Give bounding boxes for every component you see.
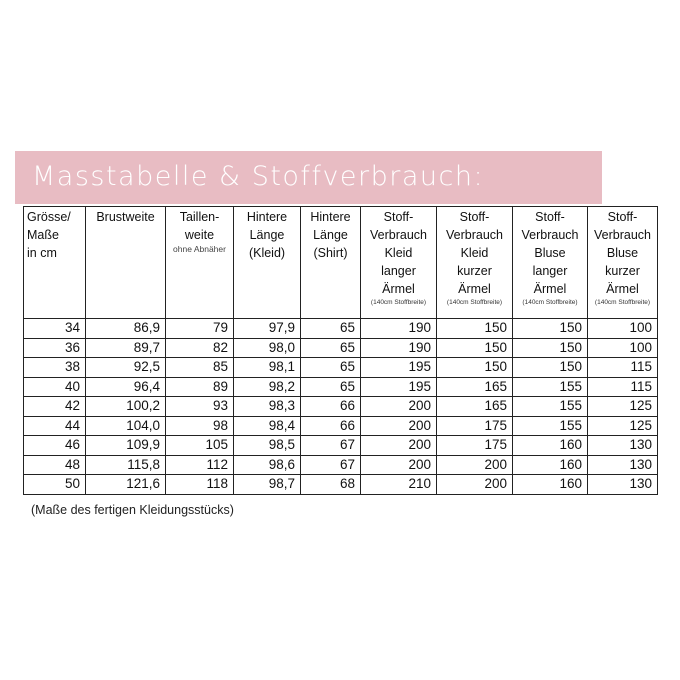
value-cell: 67 xyxy=(301,455,361,475)
header-line: Stoff- xyxy=(607,210,638,224)
table-row xyxy=(24,416,658,436)
header-line: Ärmel xyxy=(606,282,639,296)
value-cell: 115 xyxy=(588,358,658,378)
title-banner xyxy=(15,151,602,204)
header-line: langer xyxy=(532,264,568,278)
value-cell: 67 xyxy=(301,436,361,456)
value-cell: 98,4 xyxy=(234,416,301,436)
header-line: Kleid xyxy=(460,246,489,260)
value-cell: 98,3 xyxy=(234,397,301,417)
value-cell: 200 xyxy=(361,397,437,417)
table-row xyxy=(24,397,658,417)
header-line: Verbrauch xyxy=(446,228,503,242)
header-line: Ärmel xyxy=(458,282,491,296)
header-line: Verbrauch xyxy=(370,228,427,242)
value-cell: 200 xyxy=(361,416,437,436)
size-cell: 42 xyxy=(24,397,86,417)
value-cell: 150 xyxy=(437,358,513,378)
value-cell: 79 xyxy=(166,319,234,339)
size-cell: 50 xyxy=(24,475,86,495)
header-line: Ärmel xyxy=(382,282,415,296)
value-cell: 96,4 xyxy=(86,377,166,397)
value-cell: 98,7 xyxy=(234,475,301,495)
value-cell: 125 xyxy=(588,397,658,417)
size-cell: 40 xyxy=(24,377,86,397)
header-line: Brustweite xyxy=(96,210,155,224)
header-line: (Shirt) xyxy=(313,246,348,260)
size-cell: 34 xyxy=(24,319,86,339)
value-cell: 98 xyxy=(166,416,234,436)
header-fabric-width-note: (140cm Stoffbreite) xyxy=(370,299,427,306)
column-header xyxy=(361,207,437,319)
value-cell: 65 xyxy=(301,319,361,339)
header-line: Grösse/ xyxy=(27,210,71,224)
value-cell: 130 xyxy=(588,436,658,456)
column-header xyxy=(301,207,361,319)
value-cell: 85 xyxy=(166,358,234,378)
value-cell: 65 xyxy=(301,338,361,358)
value-cell: 89,7 xyxy=(86,338,166,358)
header-line: Stoff- xyxy=(459,210,490,224)
value-cell: 118 xyxy=(166,475,234,495)
header-fabric-width-note: (140cm Stoffbreite) xyxy=(594,299,651,306)
value-cell: 195 xyxy=(361,377,437,397)
value-cell: 100 xyxy=(588,319,658,339)
size-cell: 48 xyxy=(24,455,86,475)
table-row xyxy=(24,338,658,358)
value-cell: 98,1 xyxy=(234,358,301,378)
value-cell: 130 xyxy=(588,475,658,495)
value-cell: 89 xyxy=(166,377,234,397)
header-line: Bluse xyxy=(606,246,639,260)
value-cell: 200 xyxy=(437,475,513,495)
value-cell: 109,9 xyxy=(86,436,166,456)
header-line: Verbrauch xyxy=(594,228,651,242)
column-header xyxy=(437,207,513,319)
value-cell: 121,6 xyxy=(86,475,166,495)
page-title: Masstabelle & Stoffverbrauch: xyxy=(32,161,485,192)
value-cell: 175 xyxy=(437,416,513,436)
header-line: (Kleid) xyxy=(248,246,286,260)
value-cell: 66 xyxy=(301,416,361,436)
value-cell: 98,2 xyxy=(234,377,301,397)
table-row xyxy=(24,377,658,397)
size-cell: 38 xyxy=(24,358,86,378)
header-line: Stoff- xyxy=(383,210,414,224)
value-cell: 190 xyxy=(361,319,437,339)
header-line: kurzer xyxy=(457,264,492,278)
value-cell: 65 xyxy=(301,358,361,378)
table-header-row xyxy=(24,207,658,319)
size-cell: 36 xyxy=(24,338,86,358)
header-fabric-width-note: (140cm Stoffbreite) xyxy=(522,299,578,306)
table-row xyxy=(24,475,658,495)
footnote: (Maße des fertigen Kleidungsstücks) xyxy=(31,503,234,517)
value-cell: 190 xyxy=(361,338,437,358)
header-line: langer xyxy=(381,264,416,278)
column-header xyxy=(86,207,166,319)
header-line: Kleid xyxy=(384,246,413,260)
column-header xyxy=(234,207,301,319)
value-cell: 175 xyxy=(437,436,513,456)
value-cell: 98,5 xyxy=(234,436,301,456)
size-table xyxy=(23,206,658,495)
header-line: Bluse xyxy=(534,246,566,260)
value-cell: 86,9 xyxy=(86,319,166,339)
header-line: Stoff- xyxy=(535,210,565,224)
table-body xyxy=(24,319,658,495)
value-cell: 155 xyxy=(513,416,588,436)
header-line: Hintere xyxy=(310,210,351,224)
table-row xyxy=(24,319,658,339)
value-cell: 104,0 xyxy=(86,416,166,436)
value-cell: 200 xyxy=(361,436,437,456)
value-cell: 155 xyxy=(513,397,588,417)
header-line: kurzer xyxy=(605,264,640,278)
value-cell: 165 xyxy=(437,397,513,417)
value-cell: 150 xyxy=(513,319,588,339)
value-cell: 105 xyxy=(166,436,234,456)
value-cell: 160 xyxy=(513,455,588,475)
value-cell: 150 xyxy=(437,338,513,358)
table-row xyxy=(24,436,658,456)
value-cell: 100 xyxy=(588,338,658,358)
value-cell: 155 xyxy=(513,377,588,397)
size-cell: 46 xyxy=(24,436,86,456)
header-line: Ärmel xyxy=(533,282,567,296)
header-note: ohne Abnäher xyxy=(173,244,226,254)
header-fabric-width-note: (140cm Stoffbreite) xyxy=(446,299,503,306)
column-header xyxy=(513,207,588,319)
value-cell: 115 xyxy=(588,377,658,397)
value-cell: 150 xyxy=(513,338,588,358)
header-line: Verbrauch xyxy=(521,228,579,242)
value-cell: 200 xyxy=(361,455,437,475)
value-cell: 160 xyxy=(513,475,588,495)
value-cell: 92,5 xyxy=(86,358,166,378)
size-cell: 44 xyxy=(24,416,86,436)
value-cell: 82 xyxy=(166,338,234,358)
value-cell: 112 xyxy=(166,455,234,475)
column-header xyxy=(24,207,86,319)
value-cell: 115,8 xyxy=(86,455,166,475)
value-cell: 100,2 xyxy=(86,397,166,417)
value-cell: 125 xyxy=(588,416,658,436)
column-header xyxy=(588,207,658,319)
value-cell: 93 xyxy=(166,397,234,417)
header-line: Maße xyxy=(27,228,59,242)
column-header xyxy=(166,207,234,319)
value-cell: 68 xyxy=(301,475,361,495)
header-line: weite xyxy=(184,228,215,242)
value-cell: 165 xyxy=(437,377,513,397)
value-cell: 98,6 xyxy=(234,455,301,475)
value-cell: 195 xyxy=(361,358,437,378)
header-line: Taillen- xyxy=(179,210,220,224)
value-cell: 66 xyxy=(301,397,361,417)
value-cell: 150 xyxy=(437,319,513,339)
value-cell: 65 xyxy=(301,377,361,397)
table-row xyxy=(24,455,658,475)
value-cell: 160 xyxy=(513,436,588,456)
value-cell: 130 xyxy=(588,455,658,475)
value-cell: 98,0 xyxy=(234,338,301,358)
value-cell: 97,9 xyxy=(234,319,301,339)
value-cell: 150 xyxy=(513,358,588,378)
header-line: Länge xyxy=(249,228,285,242)
table-row xyxy=(24,358,658,378)
value-cell: 210 xyxy=(361,475,437,495)
header-line: in cm xyxy=(27,246,57,260)
value-cell: 200 xyxy=(437,455,513,475)
header-line: Hintere xyxy=(246,210,288,224)
header-line: Länge xyxy=(313,228,348,242)
